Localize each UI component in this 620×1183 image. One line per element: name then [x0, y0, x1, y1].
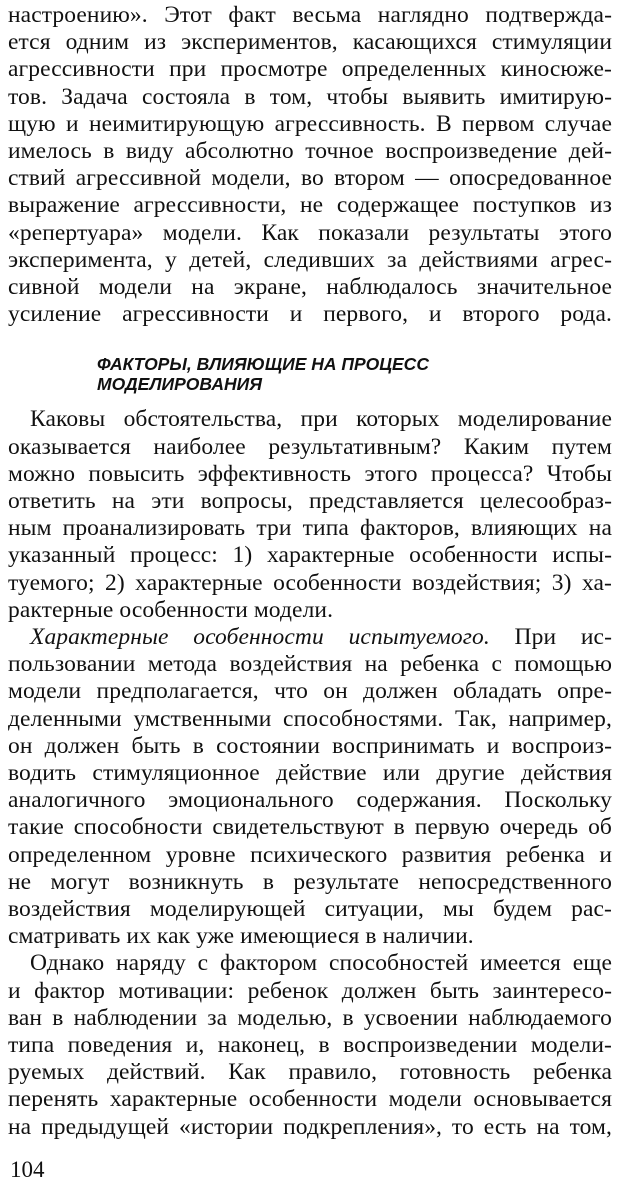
text-line: не могут возникнуть в результате непосредственного	[8, 868, 612, 895]
text-line: определенном уровне психического развития ребенка и	[8, 841, 612, 868]
section-heading-line: МОДЕЛИРОВАНИЯ	[97, 374, 262, 395]
text-line: на предыдущей «истории подкрепления», то есть на том,	[8, 1113, 612, 1140]
text-span: При ис-	[514, 624, 612, 650]
text-line: оказывается наиболее результативным? Каким путем	[8, 433, 612, 460]
section-heading-line: ФАКТОРЫ, ВЛИЯЮЩИЕ НА ПРОЦЕСС	[97, 354, 429, 375]
text-line: тов. Задача состояла в том, чтобы выявить имитирую-	[8, 83, 612, 110]
page-number: 104	[10, 1156, 45, 1182]
text-line: эксперимента, у детей, следивших за действиями агрес-	[8, 246, 612, 273]
text-line: выражение агрессивности, не содержащее поступков из	[8, 192, 612, 219]
text-line: перенять характерные особенности модели основывается	[8, 1086, 612, 1113]
text-line: указанный процесс: 1) характерные особенности испы-	[8, 542, 612, 569]
text-line: ван в наблюдении за моделью, в усвоении наблюдаемого	[8, 1004, 612, 1031]
italic-lead-phrase: Характерные особенности испытуемого.	[30, 624, 490, 650]
text-line: Каковы обстоятельства, при которых моделирование	[30, 406, 612, 433]
text-line: руемых действий. Как правило, готовность ребенка	[8, 1059, 612, 1086]
text-line: агрессивности при просмотре определенных киносюже-	[8, 56, 612, 83]
text-line: водить стимуляционное действие или другие действия	[8, 760, 612, 786]
text-line: усиление агрессивности и первого, и второго рода.	[8, 301, 612, 328]
text-line: пользовании метода воздействия на ребенка с помощью	[8, 651, 612, 678]
text-line: модели предполагается, что он должен обладать опре-	[8, 678, 612, 705]
text-line: можно повысить эффективность этого процесса? Чтобы	[8, 460, 612, 487]
text-line: деленными умственными способностями. Так, например,	[8, 705, 612, 732]
text-line	[30, 624, 612, 651]
text-line: ется одним из экспериментов, касающихся стимуляции	[8, 29, 612, 56]
text-line: воздействия моделирующей ситуации, мы будем рас-	[8, 896, 612, 922]
text-line: имелось в виду абсолютно точное воспроизведение дей-	[8, 138, 612, 164]
text-line: он должен быть в состоянии воспринимать и воспроиз-	[8, 732, 612, 759]
text-line: такие способности свидетельствуют в первую очередь об	[8, 814, 612, 841]
text-line: щую и неимитирующую агрессивность. В первом случае	[8, 110, 612, 137]
text-line: и фактор мотивации: ребенок должен быть заинтересо-	[8, 977, 612, 1004]
text-line: ствий агрессивной модели, во втором — опосредованное	[8, 165, 612, 192]
text-line: сматривать их как уже имеющиеся в наличии.	[8, 923, 474, 950]
text-line: сивной модели на экране, наблюдалось значительное	[8, 274, 612, 300]
text-line: туемого; 2) характерные особенности воздействия; 3) ха-	[8, 569, 612, 596]
text-line: «репертуара» модели. Как показали результаты этого	[8, 219, 612, 246]
text-line: аналогичного эмоционального содержания. Поскольку	[8, 787, 612, 814]
text-line: типа поведения и, наконец, в воспроизведении модели-	[8, 1032, 612, 1058]
text-line: настроению». Этот факт весьма наглядно подтвержда-	[8, 2, 612, 28]
text-line: рактерные особенности модели.	[8, 596, 334, 623]
text-line: ным проанализировать три типа факторов, влияющих на	[8, 515, 612, 542]
text-line: ответить на эти вопросы, представляется целесообраз-	[8, 488, 612, 514]
text-line: Однако наряду с фактором способностей имеется еще	[30, 950, 612, 977]
